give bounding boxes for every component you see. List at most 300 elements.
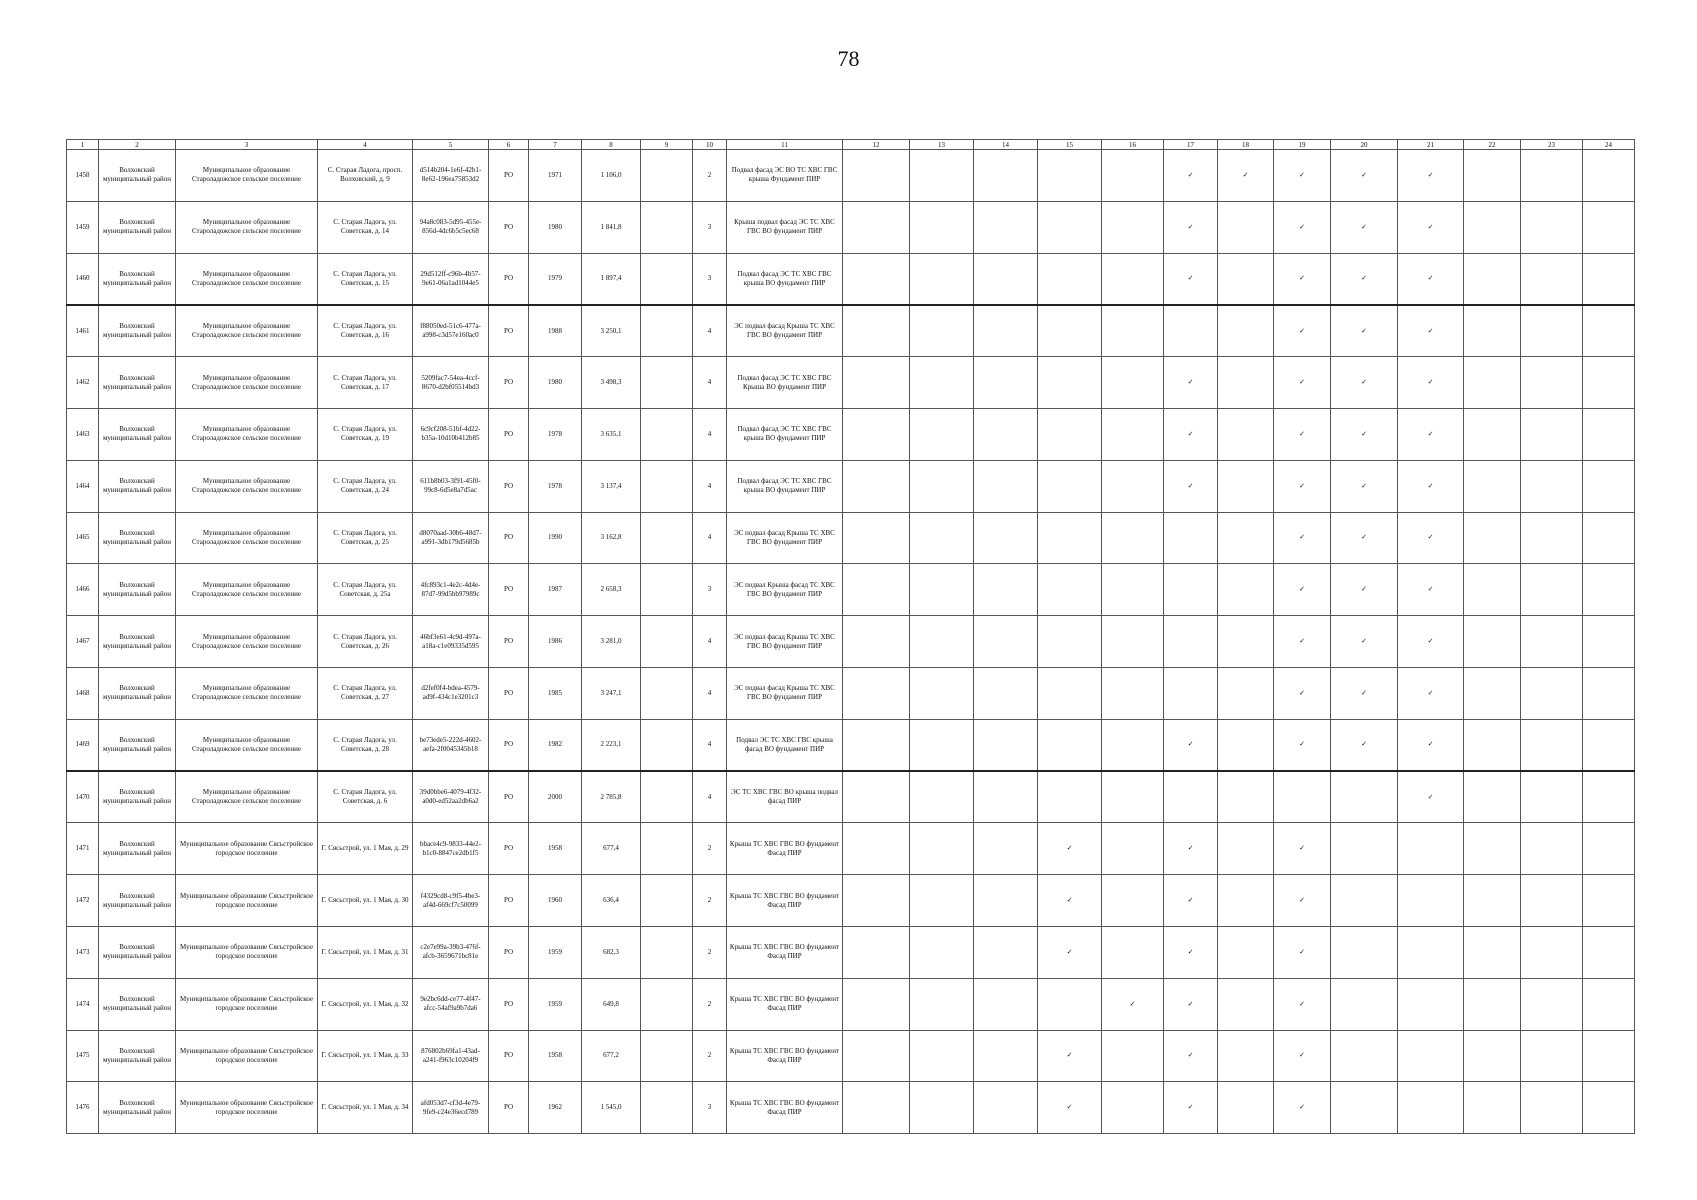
type-cell: РО bbox=[489, 201, 529, 253]
column-header-10: 10 bbox=[693, 140, 727, 150]
checkmark-icon: ✓ bbox=[1331, 305, 1398, 357]
col9-cell bbox=[641, 667, 693, 719]
district-cell: Волховский муниципальный район bbox=[99, 305, 176, 357]
checkmark-icon: ✓ bbox=[1164, 823, 1218, 875]
year-cell: 1960 bbox=[529, 875, 582, 927]
guid-cell: 5209fac7-54ea-4ccf-8670-d2bf05514bd3 bbox=[413, 357, 489, 409]
col16-cell bbox=[1102, 305, 1164, 357]
col21-cell bbox=[1398, 875, 1464, 927]
column-header-17: 17 bbox=[1164, 140, 1218, 150]
col22-cell bbox=[1464, 875, 1521, 927]
checkmark-icon: ✓ bbox=[1274, 823, 1331, 875]
type-cell: РО bbox=[489, 564, 529, 616]
checkmark-icon: ✓ bbox=[1274, 926, 1331, 978]
col15-cell bbox=[1038, 201, 1102, 253]
type-cell: РО bbox=[489, 357, 529, 409]
col14-cell bbox=[974, 150, 1038, 202]
column-header-6: 6 bbox=[489, 140, 529, 150]
district-cell: Волховский муниципальный район bbox=[99, 926, 176, 978]
table-row bbox=[67, 667, 1635, 719]
checkmark-icon: ✓ bbox=[1274, 667, 1331, 719]
column-header-16: 16 bbox=[1102, 140, 1164, 150]
col12-cell bbox=[843, 408, 910, 460]
year-cell: 1982 bbox=[529, 719, 582, 771]
col24-cell bbox=[1583, 667, 1635, 719]
checkmark-icon: ✓ bbox=[1331, 512, 1398, 564]
checkmark-icon: ✓ bbox=[1398, 719, 1464, 771]
col13-cell bbox=[910, 564, 974, 616]
year-cell: 1959 bbox=[529, 978, 582, 1030]
guid-cell: 39d0bbe6-4079-4f32-a0d0-ed52aa2db6a2 bbox=[413, 771, 489, 823]
guid-cell: c2e7e99a-39b3-476f-afcb-3659671bc81e bbox=[413, 926, 489, 978]
floors-cell: 2 bbox=[693, 926, 727, 978]
col22-cell bbox=[1464, 357, 1521, 409]
col22-cell bbox=[1464, 460, 1521, 512]
col18-cell bbox=[1218, 926, 1274, 978]
col9-cell bbox=[641, 771, 693, 823]
col13-cell bbox=[910, 875, 974, 927]
checkmark-icon: ✓ bbox=[1164, 1030, 1218, 1082]
address-cell: С. Старая Ладога, ул. Советская, д. 25а bbox=[318, 564, 413, 616]
col9-cell bbox=[641, 253, 693, 305]
table-row bbox=[67, 771, 1635, 823]
guid-cell: f4329cd8-c9f5-4be3-af4d-669cf7c50099 bbox=[413, 875, 489, 927]
col15-cell bbox=[1038, 357, 1102, 409]
col16-cell bbox=[1102, 460, 1164, 512]
col18-cell bbox=[1218, 253, 1274, 305]
guid-cell: d514b204-1e6f-42b1-8e62-196ea75853d2 bbox=[413, 150, 489, 202]
col23-cell bbox=[1521, 1082, 1583, 1134]
checkmark-icon: ✓ bbox=[1102, 978, 1164, 1030]
floors-cell: 4 bbox=[693, 512, 727, 564]
type-cell: РО bbox=[489, 305, 529, 357]
col23-cell bbox=[1521, 460, 1583, 512]
col13-cell bbox=[910, 823, 974, 875]
row-number: 1474 bbox=[67, 978, 99, 1030]
type-cell: РО bbox=[489, 719, 529, 771]
year-cell: 1988 bbox=[529, 305, 582, 357]
works-cell: Подвал ЭС ТС ХВС ГВС крыша фасад ВО фундамент ПИР bbox=[727, 719, 843, 771]
district-cell: Волховский муниципальный район bbox=[99, 1030, 176, 1082]
col22-cell bbox=[1464, 408, 1521, 460]
table-row bbox=[67, 1082, 1635, 1134]
col23-cell bbox=[1521, 926, 1583, 978]
col9-cell bbox=[641, 357, 693, 409]
col24-cell bbox=[1583, 823, 1635, 875]
floors-cell: 4 bbox=[693, 771, 727, 823]
works-cell: Крыша подвал фасад ЭС ТС ХВС ГВС ВО фундамент ПИР bbox=[727, 201, 843, 253]
checkmark-icon: ✓ bbox=[1331, 460, 1398, 512]
table-row bbox=[67, 305, 1635, 357]
col21-cell bbox=[1398, 823, 1464, 875]
col14-cell bbox=[974, 564, 1038, 616]
column-number-row bbox=[67, 140, 1635, 150]
district-cell: Волховский муниципальный район bbox=[99, 823, 176, 875]
floors-cell: 2 bbox=[693, 1030, 727, 1082]
col13-cell bbox=[910, 305, 974, 357]
col16-cell bbox=[1102, 823, 1164, 875]
col18-cell bbox=[1218, 1030, 1274, 1082]
type-cell: РО bbox=[489, 253, 529, 305]
col14-cell bbox=[974, 1082, 1038, 1134]
checkmark-icon: ✓ bbox=[1274, 978, 1331, 1030]
address-cell: С. Старая Ладога, ул. Советская, д. 16 bbox=[318, 305, 413, 357]
checkmark-icon: ✓ bbox=[1274, 616, 1331, 668]
col17-cell bbox=[1164, 616, 1218, 668]
col23-cell bbox=[1521, 719, 1583, 771]
checkmark-icon: ✓ bbox=[1274, 875, 1331, 927]
col12-cell bbox=[843, 357, 910, 409]
works-cell: Подвал фасад ЭС ВО ТС ХВС ГВС крыша Фундамент ПИР bbox=[727, 150, 843, 202]
col9-cell bbox=[641, 305, 693, 357]
col20-cell bbox=[1331, 771, 1398, 823]
checkmark-icon: ✓ bbox=[1274, 201, 1331, 253]
address-cell: С. Старая Ладога, ул. Советская, д. 14 bbox=[318, 201, 413, 253]
col21-cell bbox=[1398, 1082, 1464, 1134]
municipality-cell: Муниципальное образование Староладожское сельское поселение bbox=[176, 564, 318, 616]
checkmark-icon: ✓ bbox=[1398, 357, 1464, 409]
col23-cell bbox=[1521, 305, 1583, 357]
col21-cell bbox=[1398, 926, 1464, 978]
col15-cell bbox=[1038, 771, 1102, 823]
col24-cell bbox=[1583, 253, 1635, 305]
table-row bbox=[67, 512, 1635, 564]
checkmark-icon: ✓ bbox=[1164, 1082, 1218, 1134]
col9-cell bbox=[641, 150, 693, 202]
col18-cell bbox=[1218, 305, 1274, 357]
col22-cell bbox=[1464, 1082, 1521, 1134]
col12-cell bbox=[843, 1082, 910, 1134]
col12-cell bbox=[843, 460, 910, 512]
floors-cell: 2 bbox=[693, 150, 727, 202]
municipality-cell: Муниципальное образование Староладожское сельское поселение bbox=[176, 253, 318, 305]
municipality-cell: Муниципальное образование Староладожское сельское поселение bbox=[176, 201, 318, 253]
works-cell: ЭС подвал фасад Крыша ТС ХВС ГВС ВО фундамент ПИР bbox=[727, 616, 843, 668]
col13-cell bbox=[910, 512, 974, 564]
area-cell: 3 498,3 bbox=[582, 357, 641, 409]
works-cell: ЭС подвал фасад Крыша ТС ХВС ГВС ВО фундамент ПИР bbox=[727, 305, 843, 357]
col13-cell bbox=[910, 978, 974, 1030]
col24-cell bbox=[1583, 460, 1635, 512]
col21-cell bbox=[1398, 978, 1464, 1030]
col12-cell bbox=[843, 667, 910, 719]
year-cell: 1985 bbox=[529, 667, 582, 719]
col15-cell bbox=[1038, 460, 1102, 512]
table-row bbox=[67, 564, 1635, 616]
row-number: 1473 bbox=[67, 926, 99, 978]
col16-cell bbox=[1102, 771, 1164, 823]
municipality-cell: Муниципальное образование Староладожское сельское поселение bbox=[176, 616, 318, 668]
works-cell: Крыша ТС ХВС ГВС ВО фундамент Фасад ПИР bbox=[727, 1082, 843, 1134]
type-cell: РО bbox=[489, 512, 529, 564]
col17-cell bbox=[1164, 771, 1218, 823]
district-cell: Волховский муниципальный район bbox=[99, 408, 176, 460]
col20-cell bbox=[1331, 875, 1398, 927]
municipality-cell: Муниципальное образование Староладожское сельское поселение bbox=[176, 667, 318, 719]
type-cell: РО bbox=[489, 771, 529, 823]
col19-cell bbox=[1274, 771, 1331, 823]
area-cell: 2 223,1 bbox=[582, 719, 641, 771]
column-header-3: 3 bbox=[176, 140, 318, 150]
col24-cell bbox=[1583, 201, 1635, 253]
area-cell: 677,2 bbox=[582, 1030, 641, 1082]
col23-cell bbox=[1521, 1030, 1583, 1082]
col14-cell bbox=[974, 667, 1038, 719]
column-header-18: 18 bbox=[1218, 140, 1274, 150]
column-header-19: 19 bbox=[1274, 140, 1331, 150]
col17-cell bbox=[1164, 564, 1218, 616]
works-cell: Крыша ТС ХВС ГВС ВО фундамент Фасад ПИР bbox=[727, 875, 843, 927]
guid-cell: afd053d7-cf3d-4e79-9fe9-c24e36ecd789 bbox=[413, 1082, 489, 1134]
district-cell: Волховский муниципальный район bbox=[99, 978, 176, 1030]
address-cell: С. Старая Ладога, ул. Советская, д. 15 bbox=[318, 253, 413, 305]
guid-cell: 876802b69fa1-43ad-a241-f963c10204f9 bbox=[413, 1030, 489, 1082]
col24-cell bbox=[1583, 408, 1635, 460]
checkmark-icon: ✓ bbox=[1331, 201, 1398, 253]
district-cell: Волховский муниципальный район bbox=[99, 564, 176, 616]
col13-cell bbox=[910, 253, 974, 305]
col16-cell bbox=[1102, 1082, 1164, 1134]
type-cell: РО bbox=[489, 667, 529, 719]
year-cell: 1987 bbox=[529, 564, 582, 616]
checkmark-icon: ✓ bbox=[1274, 719, 1331, 771]
col14-cell bbox=[974, 823, 1038, 875]
address-cell: Г. Сясьстрой, ул. 1 Мая, д. 34 bbox=[318, 1082, 413, 1134]
type-cell: РО bbox=[489, 150, 529, 202]
col20-cell bbox=[1331, 926, 1398, 978]
floors-cell: 3 bbox=[693, 253, 727, 305]
col22-cell bbox=[1464, 823, 1521, 875]
col22-cell bbox=[1464, 564, 1521, 616]
col24-cell bbox=[1583, 1082, 1635, 1134]
col12-cell bbox=[843, 875, 910, 927]
guid-cell: 29d512ff-c96b-4b57-9e61-06a1ad1044e5 bbox=[413, 253, 489, 305]
area-cell: 1 897,4 bbox=[582, 253, 641, 305]
checkmark-icon: ✓ bbox=[1274, 1030, 1331, 1082]
col23-cell bbox=[1521, 616, 1583, 668]
col16-cell bbox=[1102, 667, 1164, 719]
column-header-5: 5 bbox=[413, 140, 489, 150]
col16-cell bbox=[1102, 512, 1164, 564]
table-row bbox=[67, 253, 1635, 305]
year-cell: 1979 bbox=[529, 253, 582, 305]
col12-cell bbox=[843, 719, 910, 771]
col12-cell bbox=[843, 512, 910, 564]
column-header-22: 22 bbox=[1464, 140, 1521, 150]
col9-cell bbox=[641, 719, 693, 771]
works-cell: Крыша ТС ХВС ГВС ВО фундамент Фасад ПИР bbox=[727, 926, 843, 978]
floors-cell: 4 bbox=[693, 408, 727, 460]
checkmark-icon: ✓ bbox=[1274, 305, 1331, 357]
works-cell: ЭС подвал фасад Крыша ТС ХВС ГВС ВО фундамент ПИР bbox=[727, 667, 843, 719]
checkmark-icon: ✓ bbox=[1038, 1030, 1102, 1082]
col23-cell bbox=[1521, 771, 1583, 823]
address-cell: Г. Сясьстрой, ул. 1 Мая, д. 31 bbox=[318, 926, 413, 978]
municipality-cell: Муниципальное образование Сясьстройское городское поселение bbox=[176, 1082, 318, 1134]
col15-cell bbox=[1038, 512, 1102, 564]
col15-cell bbox=[1038, 978, 1102, 1030]
col17-cell bbox=[1164, 305, 1218, 357]
row-number: 1470 bbox=[67, 771, 99, 823]
year-cell: 1978 bbox=[529, 408, 582, 460]
guid-cell: 46bf3e61-4c9d-497a-a18a-c1e09335d595 bbox=[413, 616, 489, 668]
municipality-cell: Муниципальное образование Староладожское сельское поселение bbox=[176, 512, 318, 564]
municipality-cell: Муниципальное образование Сясьстройское городское поселение bbox=[176, 1030, 318, 1082]
district-cell: Волховский муниципальный район bbox=[99, 771, 176, 823]
checkmark-icon: ✓ bbox=[1331, 616, 1398, 668]
guid-cell: 4fc893c1-4e2c-4d4e-87d7-99d5bb97989c bbox=[413, 564, 489, 616]
year-cell: 1958 bbox=[529, 1030, 582, 1082]
address-cell: С. Старая Ладога, ул. Советская, д. 26 bbox=[318, 616, 413, 668]
col24-cell bbox=[1583, 616, 1635, 668]
guid-cell: d8070aad-30b6-48d7-a991-3db179d5685b bbox=[413, 512, 489, 564]
checkmark-icon: ✓ bbox=[1164, 201, 1218, 253]
table-row bbox=[67, 926, 1635, 978]
district-cell: Волховский муниципальный район bbox=[99, 719, 176, 771]
area-cell: 3 162,8 bbox=[582, 512, 641, 564]
year-cell: 1959 bbox=[529, 926, 582, 978]
area-cell: 1 106,0 bbox=[582, 150, 641, 202]
col14-cell bbox=[974, 253, 1038, 305]
area-cell: 636,4 bbox=[582, 875, 641, 927]
checkmark-icon: ✓ bbox=[1164, 926, 1218, 978]
col22-cell bbox=[1464, 305, 1521, 357]
area-cell: 3 281,0 bbox=[582, 616, 641, 668]
col24-cell bbox=[1583, 564, 1635, 616]
checkmark-icon: ✓ bbox=[1398, 460, 1464, 512]
col18-cell bbox=[1218, 616, 1274, 668]
floors-cell: 4 bbox=[693, 667, 727, 719]
col18-cell bbox=[1218, 460, 1274, 512]
area-cell: 2 658,3 bbox=[582, 564, 641, 616]
year-cell: 2000 bbox=[529, 771, 582, 823]
year-cell: 1971 bbox=[529, 150, 582, 202]
col14-cell bbox=[974, 460, 1038, 512]
col9-cell bbox=[641, 875, 693, 927]
column-header-23: 23 bbox=[1521, 140, 1583, 150]
checkmark-icon: ✓ bbox=[1398, 408, 1464, 460]
area-cell: 3 250,1 bbox=[582, 305, 641, 357]
checkmark-icon: ✓ bbox=[1274, 1082, 1331, 1134]
row-number: 1475 bbox=[67, 1030, 99, 1082]
col22-cell bbox=[1464, 201, 1521, 253]
col16-cell bbox=[1102, 926, 1164, 978]
col16-cell bbox=[1102, 357, 1164, 409]
col12-cell bbox=[843, 253, 910, 305]
table-header bbox=[67, 140, 1635, 150]
district-cell: Волховский муниципальный район bbox=[99, 616, 176, 668]
col24-cell bbox=[1583, 305, 1635, 357]
checkmark-icon: ✓ bbox=[1164, 719, 1218, 771]
checkmark-icon: ✓ bbox=[1398, 150, 1464, 202]
floors-cell: 4 bbox=[693, 719, 727, 771]
area-cell: 682,3 bbox=[582, 926, 641, 978]
checkmark-icon: ✓ bbox=[1164, 460, 1218, 512]
col12-cell bbox=[843, 771, 910, 823]
district-cell: Волховский муниципальный район bbox=[99, 253, 176, 305]
row-number: 1471 bbox=[67, 823, 99, 875]
address-cell: С. Старая Ладога, просп. Волховский, д. 9 bbox=[318, 150, 413, 202]
district-cell: Волховский муниципальный район bbox=[99, 512, 176, 564]
floors-cell: 2 bbox=[693, 875, 727, 927]
col15-cell bbox=[1038, 667, 1102, 719]
col14-cell bbox=[974, 408, 1038, 460]
guid-cell: f88050ed-51c6-477a-a998-c3d57e160ac0 bbox=[413, 305, 489, 357]
table-row bbox=[67, 357, 1635, 409]
district-cell: Волховский муниципальный район bbox=[99, 150, 176, 202]
col18-cell bbox=[1218, 408, 1274, 460]
col9-cell bbox=[641, 1082, 693, 1134]
district-cell: Волховский муниципальный район bbox=[99, 460, 176, 512]
col9-cell bbox=[641, 1030, 693, 1082]
row-number: 1468 bbox=[67, 667, 99, 719]
col16-cell bbox=[1102, 875, 1164, 927]
column-header-20: 20 bbox=[1331, 140, 1398, 150]
col14-cell bbox=[974, 616, 1038, 668]
col18-cell bbox=[1218, 719, 1274, 771]
works-cell: Крыша ТС ХВС ГВС ВО фундамент Фасад ПИР bbox=[727, 1030, 843, 1082]
checkmark-icon: ✓ bbox=[1398, 771, 1464, 823]
col20-cell bbox=[1331, 978, 1398, 1030]
checkmark-icon: ✓ bbox=[1164, 978, 1218, 1030]
table-row bbox=[67, 978, 1635, 1030]
col20-cell bbox=[1331, 823, 1398, 875]
page-number: 78 bbox=[837, 46, 860, 71]
address-cell: Г. Сясьстрой, ул. 1 Мая, д. 30 bbox=[318, 875, 413, 927]
checkmark-icon: ✓ bbox=[1398, 201, 1464, 253]
col13-cell bbox=[910, 408, 974, 460]
col14-cell bbox=[974, 357, 1038, 409]
district-cell: Волховский муниципальный район bbox=[99, 667, 176, 719]
col15-cell bbox=[1038, 719, 1102, 771]
col21-cell bbox=[1398, 1030, 1464, 1082]
col20-cell bbox=[1331, 1030, 1398, 1082]
column-header-24: 24 bbox=[1583, 140, 1635, 150]
col15-cell bbox=[1038, 253, 1102, 305]
col23-cell bbox=[1521, 564, 1583, 616]
column-header-21: 21 bbox=[1398, 140, 1464, 150]
type-cell: РО bbox=[489, 875, 529, 927]
col18-cell bbox=[1218, 512, 1274, 564]
col13-cell bbox=[910, 926, 974, 978]
col18-cell bbox=[1218, 667, 1274, 719]
checkmark-icon: ✓ bbox=[1398, 616, 1464, 668]
works-cell: Подвал фасад ЭС ТС ХВС ГВС Крыша ВО фундамент ПИР bbox=[727, 357, 843, 409]
row-number: 1465 bbox=[67, 512, 99, 564]
works-cell: ЭС ТС ХВС ГВС ВО крыша подвал фасад ПИР bbox=[727, 771, 843, 823]
col18-cell bbox=[1218, 564, 1274, 616]
col12-cell bbox=[843, 926, 910, 978]
municipality-cell: Муниципальное образование Староладожское сельское поселение bbox=[176, 305, 318, 357]
col9-cell bbox=[641, 823, 693, 875]
col16-cell bbox=[1102, 1030, 1164, 1082]
year-cell: 1986 bbox=[529, 616, 582, 668]
guid-cell: bbace4c9-9833-44e2-b1c0-8847ce2db1f5 bbox=[413, 823, 489, 875]
table-row bbox=[67, 1030, 1635, 1082]
floors-cell: 4 bbox=[693, 616, 727, 668]
col22-cell bbox=[1464, 150, 1521, 202]
col13-cell bbox=[910, 1030, 974, 1082]
col23-cell bbox=[1521, 512, 1583, 564]
checkmark-icon: ✓ bbox=[1398, 667, 1464, 719]
row-number: 1464 bbox=[67, 460, 99, 512]
floors-cell: 4 bbox=[693, 460, 727, 512]
checkmark-icon: ✓ bbox=[1398, 253, 1464, 305]
guid-cell: 9e2bc6dd-ce77-4f47-afcc-54af9a9b7da6 bbox=[413, 978, 489, 1030]
col16-cell bbox=[1102, 408, 1164, 460]
col18-cell bbox=[1218, 771, 1274, 823]
address-cell: С. Старая Ладога, ул. Советская, д. 27 bbox=[318, 667, 413, 719]
